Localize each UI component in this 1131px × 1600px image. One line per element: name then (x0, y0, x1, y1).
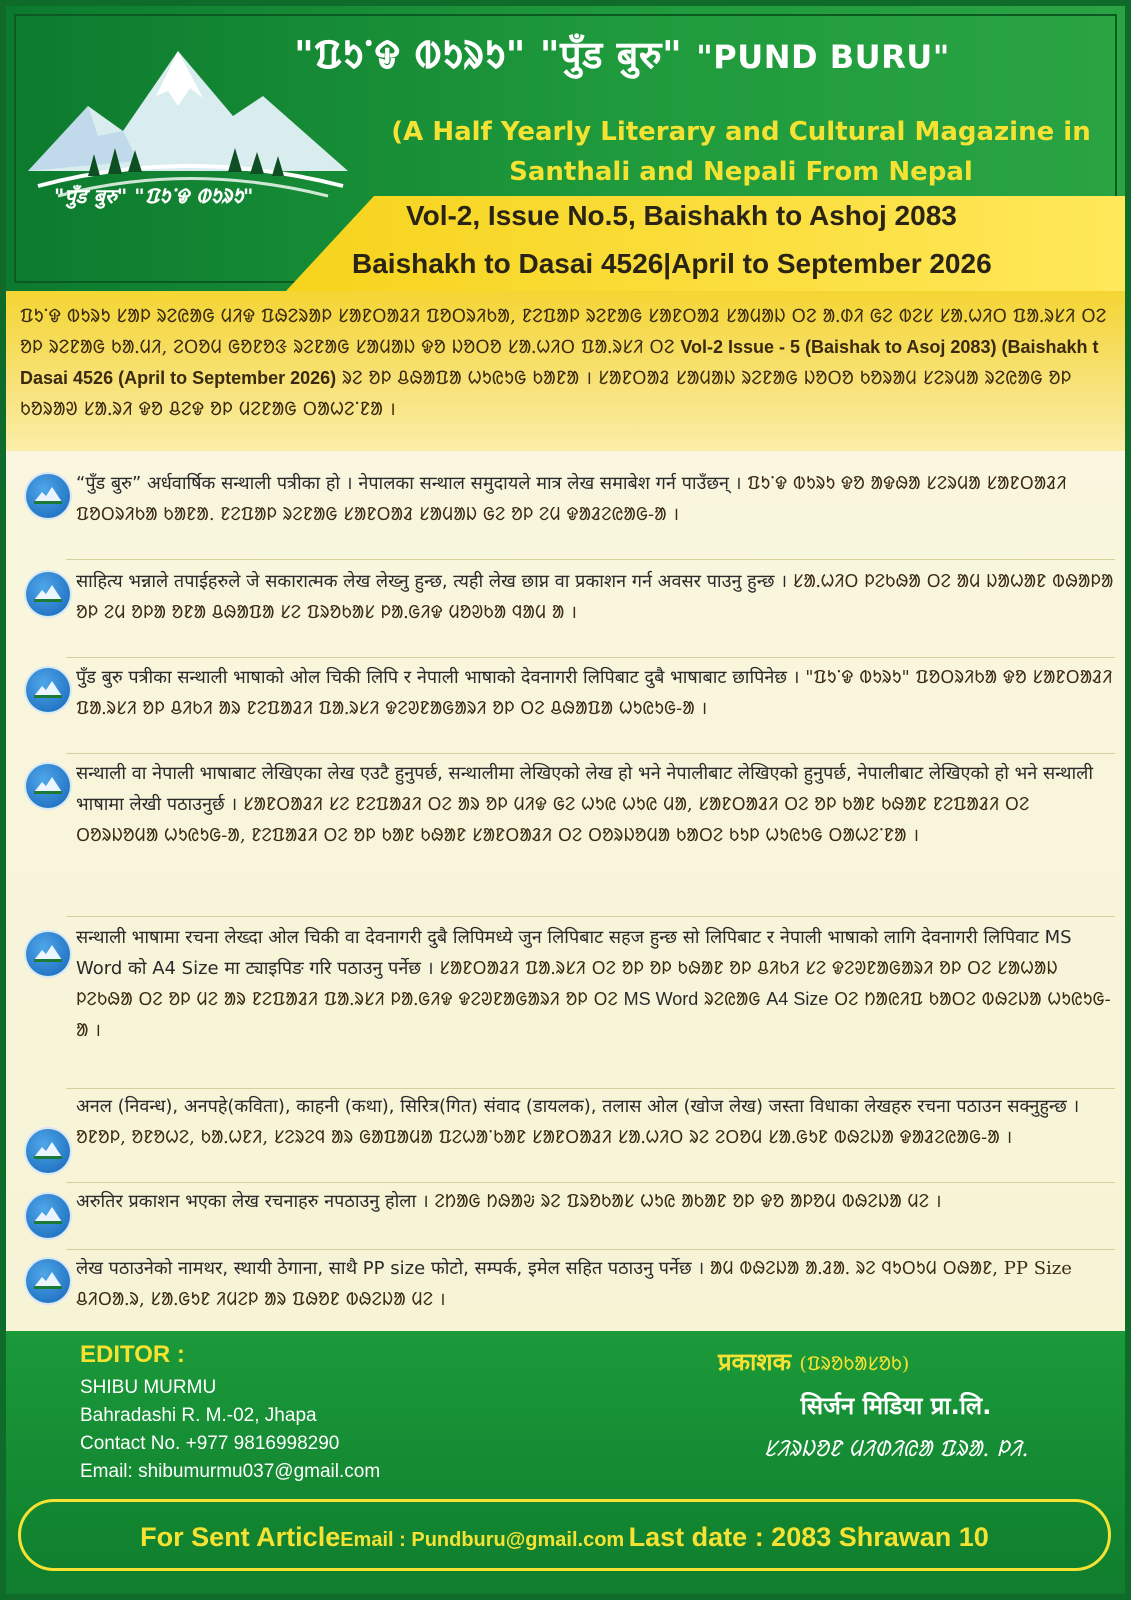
rule-olchiki: ᱥᱟᱹᱦᱤᱛ ᱞᱮᱠᱷᱟ ᱛᱮ ᱟᱢ ᱡᱟᱦᱟᱱ ᱵᱷᱟᱞᱟ ᱚᱞ ᱮᱢ ᱚᱞᱟ ᱚᱱᱟ ᱪᱷᱟᱯᱟ ᱥᱮ ᱯᱨᱚᱠᱟᱥ ᱞᱟᱹᱜᱤᱫ ᱢᱚᱣᱠᱟ ᱧᱟᱢ ᱟ । (76, 571, 1114, 623)
rule-nepali: साहित्य भन्नाले तपाईहरुले जे सकारात्मक लेख लेख्नु हुन्छ, त्यही लेख छाप्न वा प्रकाशन गर्न अवसर पाउनु हुन्छ । (76, 571, 788, 592)
rule-text (76, 566, 1116, 628)
intro-olchiki-1: ᱯᱩᱸᱫ ᱵᱩᱨᱩ ᱥᱟᱞ ᱨᱮᱭᱟᱜ ᱢᱤᱫ ᱯᱷᱮᱨᱟᱞ ᱥᱟᱱᱛᱟᱲᱤ ᱯᱚᱛᱨᱤᱠᱟ, ᱱᱮᱯᱟᱞ ᱨᱮᱱᱟᱜ ᱥᱟᱱᱛᱟᱲ ᱥᱟᱢᱟᱡ ᱛᱮ ᱟᱹᱰᱤ ᱜᱮ ᱵᱮᱥ ᱥᱟᱹᱦᱤᱛ ᱯᱟᱹᱨᱥᱤ ᱛᱮ ᱚᱞ ᱨᱮᱱᱟᱜ ᱠᱟᱹᱢᱤ, ᱮᱛᱚᱢ ᱜᱚᱱᱚᱝ ᱨᱮᱱᱟᱜ ᱥᱟᱢᱟᱡ ᱫᱚ ᱡᱚᱛᱚ ᱥᱟᱹᱦᱤᱛ ᱯᱟᱹᱨᱥᱤ ᱛᱮ (20, 306, 1107, 358)
rule-olchiki-mid: ᱨᱮᱭᱟᱜ (704, 989, 761, 1010)
date-line: Baishakh to Dasai 4526|April to September 2026 (352, 248, 992, 279)
divider (66, 753, 1115, 754)
title-nepali: "पुँड बुरु" (539, 33, 683, 77)
publisher-label (718, 1345, 909, 1378)
intro-english: Vol-2 Issue - 5 (Baishak to Asoj 2083) (Baishakh t Dasai 4526 (April to September 2026) (20, 337, 1099, 388)
intro-paragraph (20, 301, 1110, 425)
magazine-subtitle (381, 112, 1101, 192)
rule-nepali: सन्थाली वा नेपाली भाषाबाट लेखिएका लेख एउटै हुनुपर्छ, सन्थालीमा लेखिएको लेख हो भने नेपालीबाट लेखिएको हुनुपर्छ, नेपालीबाट लेखिएको हो भने सन्थाली भाषामा लेखी पठाउनुर्छ । (76, 763, 1093, 815)
send-article-label: For Sent Article (140, 1522, 341, 1552)
rule-olchiki: ᱟᱢ ᱵᱷᱮᱡᱟ ᱟᱹᱲᱟᱹ ᱨᱮ ᱧᱩᱛᱩᱢ ᱛᱷᱟᱱ, PP Size ᱪᱤᱛᱟᱹᱨ, ᱥᱟᱹᱜᱩᱱ ᱤᱢᱮᱞ ᱟᱨ ᱯᱷᱚᱱ ᱵᱷᱮᱡᱟ ᱢᱮ । (76, 1258, 1072, 1310)
divider (66, 559, 1115, 560)
rule-olchiki-end: ᱛᱮ ᱴᱟᱭᱤᱯ ᱠᱟᱛᱮ ᱵᱷᱮᱡᱟ ᱦᱩᱭᱩᱜ-ᱟ । (76, 989, 1111, 1041)
publisher-name: सिर्जन मिडिया प्रा.लि. (800, 1392, 992, 1420)
submission-text (21, 1522, 1108, 1553)
divider (66, 1182, 1115, 1183)
rule-olchiki: ᱯᱩᱸᱫ ᱵᱩᱨᱩ ᱫᱚ ᱟᱫᱷᱟ ᱥᱮᱨᱢᱟ ᱥᱟᱱᱛᱟᱲᱤ ᱯᱚᱛᱨᱤᱠᱟ ᱠᱟᱱᱟ. ᱱᱮᱯᱟᱞ ᱨᱮᱱᱟᱜ ᱥᱟᱱᱛᱟᱲ ᱥᱟᱢᱟᱡ ᱜᱮ ᱚᱞ ᱮᱢ ᱫᱟᱲᱮᱭᱟᱜ-ᱟ । (76, 473, 1067, 525)
magazine-title (294, 28, 1114, 80)
mountain-bullet-icon (26, 1129, 70, 1173)
mountain-bullet-icon (26, 668, 70, 712)
subtitle-line-1: (A Half Yearly Literary and Cultural Magazine in (391, 117, 1091, 147)
rule-nepali: “पुँड बुरु” अर्धवार्षिक सन्थाली पत्रीका हो । नेपालका सन्थाल समुदायले मात्र लेख समाबेश गर्न पाउँछन् । (76, 473, 742, 494)
publisher-label-nepali: प्रकाशक (718, 1348, 792, 1376)
divider (66, 1088, 1115, 1089)
intro-olchiki-2: ᱨᱮ ᱚᱞ ᱪᱷᱟᱯᱟ ᱦᱩᱭᱩᱜ ᱠᱟᱱᱟ । ᱥᱟᱱᱛᱟᱲ ᱥᱟᱢᱟᱡ ᱨᱮᱱᱟᱜ ᱡᱚᱛᱚ ᱠᱚᱨᱟᱢ ᱥᱮᱨᱢᱟ ᱨᱮᱭᱟᱜ ᱚᱞ ᱠᱚᱨᱟᱣ ᱥᱟᱹᱨᱤ ᱫᱚ ᱪᱮᱫ ᱚᱞ ᱢᱮᱱᱟᱜ ᱛᱟᱦᱮᱸᱱᱟ । (20, 368, 1072, 420)
editor-email: Email: shibumurmu037@gmail.com (80, 1461, 381, 1482)
rule-english: MS Word (623, 989, 699, 1009)
last-date: Last date : 2083 Shrawan 10 (628, 1522, 989, 1552)
editor-name: SHIBU MURMU (80, 1377, 217, 1398)
intro-section (6, 291, 1125, 451)
title-olchiki: "ᱯᱩᱸᱫ ᱵᱩᱨᱩ" (294, 32, 526, 77)
logo-caption: "पुँड बुरु" "ᱯᱩᱸᱫ ᱵᱩᱨᱩ" (54, 184, 254, 208)
rule-olchiki: ᱥᱟᱱᱛᱟᱲᱤ ᱯᱟᱹᱨᱥᱤ ᱛᱮ ᱚᱞ ᱚᱞ ᱠᱷᱟᱱ ᱚᱞ ᱪᱤᱠᱤ ᱥᱮ ᱫᱮᱣᱱᱟᱜᱟᱨᱤ ᱚᱞ ᱛᱮ ᱥᱟᱦᱟᱡ ᱞᱮᱠᱷᱟ ᱛᱮ ᱚᱞ ᱢᱮ ᱟᱨ ᱱᱮᱯᱟᱲᱤ ᱯᱟᱹᱨᱥᱤ ᱞᱟᱹᱜᱤᱫ ᱫᱮᱣᱱᱟᱜᱟᱨᱤ ᱚᱞ ᱛᱮ (76, 958, 1058, 1010)
editor-contact: Contact No. +977 9816998290 (80, 1433, 340, 1454)
mountain-bullet-icon (26, 1259, 70, 1303)
rule-text (76, 922, 1116, 1046)
rule-text (76, 662, 1116, 724)
editor-address: Bahradashi R. M.-02, Jhapa (80, 1405, 317, 1426)
issue-line: Vol-2, Issue No.5, Baishakh to Ashoj 2083 (406, 200, 957, 231)
divider (66, 1249, 1115, 1250)
editor-label: EDITOR : (80, 1341, 185, 1368)
publisher-label-olchiki: (ᱯᱨᱚᱠᱟᱥᱚᱠ) (799, 1353, 910, 1375)
subtitle-line-2: Santhali and Nepali From Nepal (509, 157, 973, 187)
title-english: "PUND BURU" (696, 38, 950, 76)
rule-olchiki: ᱚᱱᱚᱞ, ᱚᱱᱚᱦᱮ, ᱠᱟᱹᱦᱱᱤ, ᱥᱮᱨᱮᱧ ᱟᱨ ᱜᱟᱯᱟᱢᱟ ᱯᱮᱦᱟᱸᱠᱟᱱ ᱥᱟᱱᱛᱟᱲᱤ ᱥᱟᱹᱦᱤᱛ ᱨᱮ ᱮᱛᱚᱢ ᱥᱟᱹᱜᱩᱱ ᱵᱷᱮᱡᱟ ᱫᱟᱲᱮᱭᱟᱜ-ᱟ । (76, 1127, 1013, 1148)
footer (6, 1331, 1125, 1594)
publisher-name-olchiki: ᱥᱤᱨᱡᱚᱱ ᱢᱤᱰᱤᱭᱟ ᱯᱨᱟ. ᱞᱤ. (763, 1437, 1029, 1462)
rule-text (76, 1253, 1116, 1315)
rule-olchiki: ᱮᱴᱟᱜ ᱴᱷᱟᱶ ᱨᱮ ᱯᱨᱚᱠᱟᱥ ᱦᱩᱭ ᱟᱠᱟᱱ ᱚᱞ ᱫᱚ ᱟᱞᱚᱢ ᱵᱷᱮᱡᱟ ᱢᱮ । (434, 1191, 942, 1212)
submission-email: Email : Pundburu@gmail.com (340, 1529, 625, 1551)
rule-nepali: सन्थाली भाषामा रचना लेख्दा ओल चिकी वा देवनागरी दुबै लिपिमध्ये जुन लिपिबाट सहज हुन्छ सो लिपिबाट र नेपाली भाषाको लागि देवनागरी लिपिवाट MS Word को A4 Size मा ट्याइपिङ गरि पठाउनु पर्नेछ । (76, 927, 1072, 979)
rule-olchiki: ᱥᱟᱱᱛᱟᱲᱤ ᱥᱮ ᱱᱮᱯᱟᱲᱤ ᱛᱮ ᱟᱨ ᱚᱞ ᱢᱤᱫ ᱜᱮ ᱦᱩᱭ ᱦᱩᱭ ᱢᱟ, ᱥᱟᱱᱛᱟᱲᱤ ᱛᱮ ᱚᱞ ᱠᱟᱱ ᱠᱷᱟᱱ ᱱᱮᱯᱟᱲᱤ ᱛᱮ ᱛᱚᱨᱡᱚᱢᱟ ᱦᱩᱭᱩᱜ-ᱟ, ᱱᱮᱯᱟᱲᱤ ᱛᱮ ᱚᱞ ᱠᱟᱱ ᱠᱷᱟᱱ ᱥᱟᱱᱛᱟᱲᱤ ᱛᱮ ᱛᱚᱨᱡᱚᱢᱟ ᱠᱟᱛᱮ ᱠᱩᱞ ᱦᱩᱭᱩᱜ ᱛᱟᱦᱮᱸᱱᱟ । (76, 794, 1030, 846)
masthead (6, 6, 1125, 291)
rule-text (76, 1091, 1116, 1153)
submission-banner (18, 1499, 1111, 1571)
rule-text (76, 758, 1116, 851)
rule-nepali: अनल (निवन्ध), अनपहे(कविता), काहनी (कथा), सिरित्र(गित) संवाद (डायलक), तलास ओल (खोज लेख) जस्ता विधाका लेखहरु रचना पठाउन सक्नुहुन्छ । (76, 1096, 1080, 1117)
rule-text (76, 1186, 1116, 1217)
rule-nepali: अरुतिर प्रकाशन भएका लेख रचनाहरु नपठाउनु होला । (76, 1191, 429, 1212)
mountain-bullet-icon (26, 474, 70, 518)
rule-english-2: A4 Size (766, 989, 829, 1009)
divider (66, 657, 1115, 658)
divider (66, 916, 1115, 917)
mountain-bullet-icon (26, 932, 70, 976)
rule-olchiki: "ᱯᱩᱸᱫ ᱵᱩᱨᱩ" ᱯᱚᱛᱨᱤᱠᱟ ᱫᱚ ᱥᱟᱱᱛᱟᱲᱤ ᱯᱟᱹᱨᱥᱤ ᱚᱞ ᱪᱤᱠᱤ ᱟᱨ ᱱᱮᱯᱟᱲᱤ ᱯᱟᱹᱨᱥᱤ ᱫᱮᱣᱱᱟᱜᱟᱨᱤ ᱚᱞ ᱛᱮ ᱪᱷᱟᱯᱟ ᱦᱩᱭᱩᱜ-ᱟ । (76, 667, 1113, 719)
mountain-bullet-icon (26, 1194, 70, 1238)
rule-text (76, 468, 1116, 530)
rule-nepali: लेख पठाउनेको नामथर, स्थायी ठेगाना, साथै PP size फोटो, सम्पर्क, इमेल सहित पठाउनु पर्नेछ । (76, 1258, 705, 1279)
mountain-bullet-icon (26, 764, 70, 808)
rule-nepali: पुँड बुरु पत्रीका सन्थाली भाषाको ओल चिकी लिपि र नेपाली भाषाको देवनागरी लिपिबाट दुबै भाषाबाट छापिनेछ । (76, 667, 800, 688)
mountain-bullet-icon (26, 572, 70, 616)
